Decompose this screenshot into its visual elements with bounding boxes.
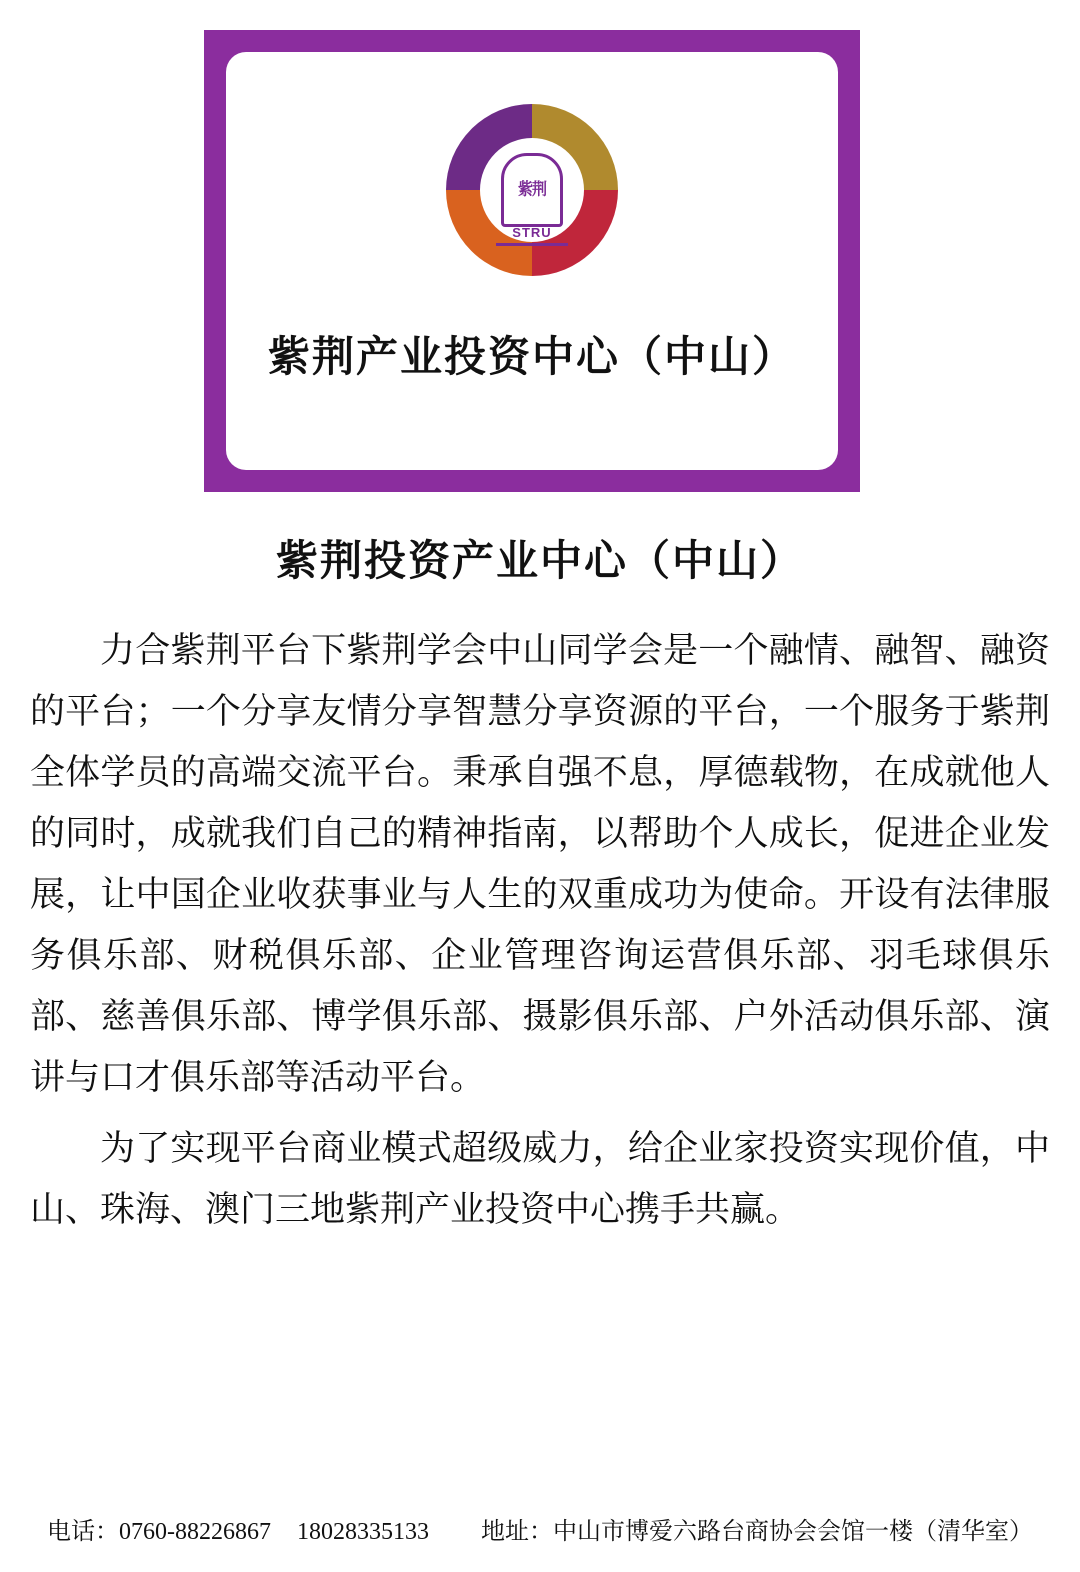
page-title: 紫荆投资产业中心（中山） xyxy=(275,539,804,585)
footer-phone-group xyxy=(47,1511,429,1546)
footer-phone-label: 电话： xyxy=(47,1519,119,1545)
emblem-acronym: STRU xyxy=(512,225,552,240)
footer-phone-secondary: 18028335133 xyxy=(297,1519,429,1545)
footer-address-group xyxy=(481,1511,1033,1546)
footer-contact xyxy=(0,1511,1080,1546)
paragraph: 为了实现平台商业模式超级威力，给企业家投资实现价值，中山、珠海、澳门三地紫荆产业投资中心携手共赢。 xyxy=(30,1129,1050,1229)
emblem-bell-base xyxy=(496,243,568,246)
logo-card-inner xyxy=(226,52,838,470)
footer-address-label: 地址： xyxy=(481,1519,553,1545)
logo-card xyxy=(204,30,860,492)
bauhinia-emblem-icon xyxy=(446,104,618,276)
document-body xyxy=(30,620,1050,1250)
emblem-bell-icon xyxy=(501,153,563,227)
footer-address-value: 中山市博爱六路台商协会会馆一楼（清华室） xyxy=(553,1519,1033,1545)
paragraph: 力合紫荆平台下紫荆学会中山同学会是一个融情、融智、融资的平台；一个分享友情分享智慧分享资源的平台，一个服务于紫荆全体学员的高端交流平台。秉承自强不息，厚德载物，在成就他人的同时，成就我们自己的精神指南，以帮助个人成长，促进企业发展，让中国企业收获事业与人生的双重成功为使命。开设有法律服务俱乐部、财税俱乐部、企业管理咨询运营俱乐部、羽毛球俱乐部、慈善俱乐部、博学俱乐部、摄影俱乐部、户外活动俱乐部、演讲与口才俱乐部等活动平台。 xyxy=(30,631,1050,1097)
emblem-bell-mark: 紫荆 xyxy=(517,180,546,199)
logo-card-title: 紫荆产业投资中心（中山） xyxy=(267,335,796,381)
footer-phone-primary: 0760-88226867 xyxy=(119,1519,271,1545)
